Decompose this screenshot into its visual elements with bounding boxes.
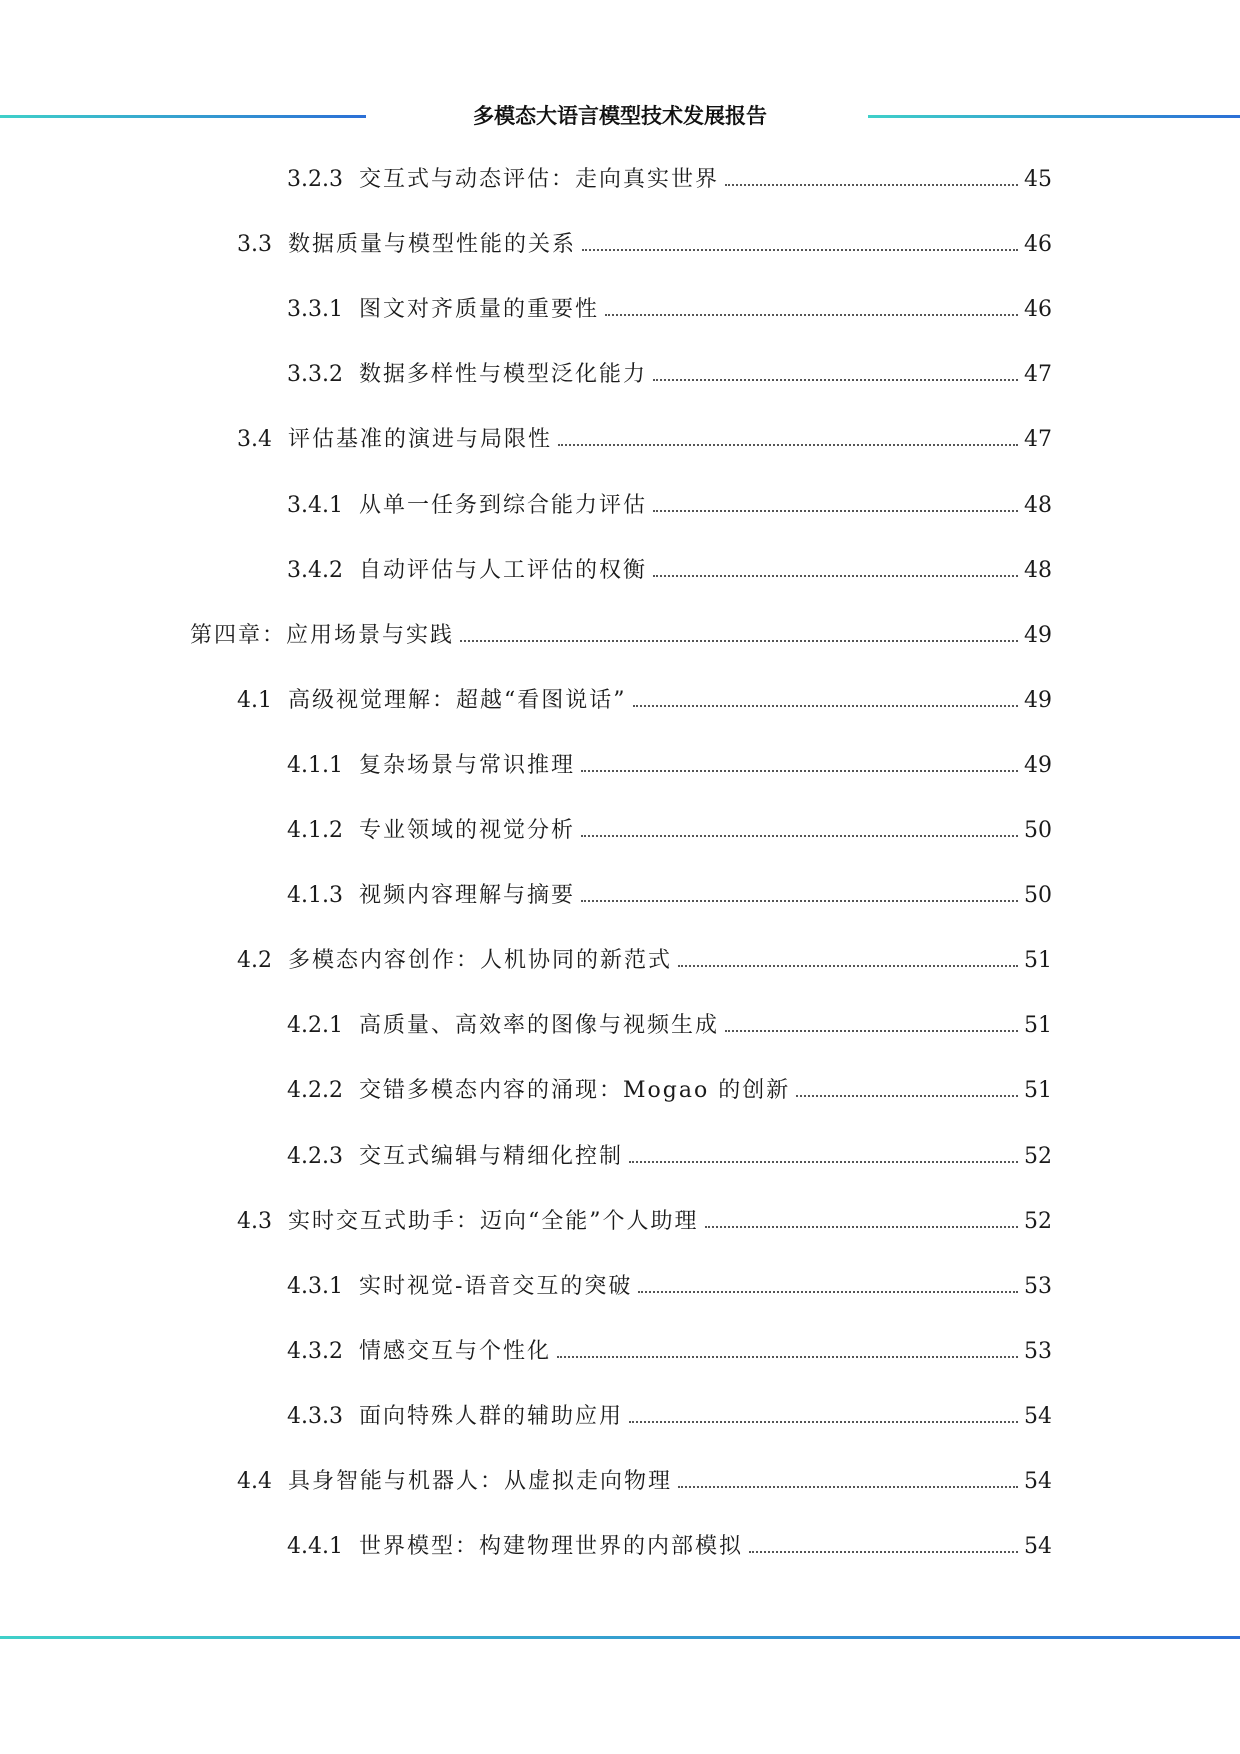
toc-entry-title: 实时交互式助手：迈向“全能”个人助理 bbox=[288, 1208, 699, 1234]
toc-entry-title: 高质量、高效率的图像与视频生成 bbox=[358, 1013, 719, 1039]
toc-dot-leader bbox=[629, 1161, 1018, 1163]
toc-entry-title: 交互式与动态评估：走向真实世界 bbox=[358, 167, 719, 192]
toc-entry-number: 4.1.2 bbox=[287, 818, 343, 843]
toc-entry-number: 4.2 bbox=[237, 948, 272, 974]
toc-dot-leader bbox=[653, 575, 1018, 577]
toc-entry-title: 从单一任务到综合能力评估 bbox=[358, 492, 647, 518]
footer-rule bbox=[0, 1636, 1240, 1639]
toc-entry-page-number: 49 bbox=[1024, 687, 1052, 713]
toc-entry-title: 交互式编辑与精细化控制 bbox=[358, 1143, 623, 1169]
toc-entry-title: 数据质量与模型性能的关系 bbox=[288, 232, 577, 258]
toc-entry-page-number: 53 bbox=[1024, 1338, 1052, 1364]
toc-entry-title: 数据多样性与模型泛化能力 bbox=[358, 362, 647, 388]
toc-entry-page-number: 50 bbox=[1024, 818, 1052, 843]
toc-dot-leader bbox=[629, 1421, 1018, 1423]
toc-entry[interactable] bbox=[237, 420, 1052, 460]
toc-dot-leader bbox=[581, 770, 1018, 772]
page-header-title: 多模态大语言模型技术发展报告 bbox=[473, 104, 767, 128]
toc-entry-number: 3.3 bbox=[237, 232, 272, 258]
toc-entry-number: 4.1.1 bbox=[287, 752, 343, 778]
toc-entry-number: 4.3.2 bbox=[287, 1338, 343, 1364]
toc-entry-number: 3.4 bbox=[237, 427, 272, 453]
toc-entry-page-number: 46 bbox=[1024, 297, 1052, 323]
toc-entry-page-number: 51 bbox=[1024, 1078, 1052, 1104]
toc-entry-page-number: 54 bbox=[1024, 1403, 1052, 1429]
toc-entry-number: 3.4.1 bbox=[287, 492, 343, 518]
toc-entry[interactable] bbox=[237, 1462, 1052, 1502]
toc-dot-leader bbox=[725, 184, 1018, 186]
toc-dot-leader bbox=[557, 1356, 1018, 1358]
toc-entry-number: 4.4 bbox=[237, 1469, 272, 1494]
toc-entry[interactable] bbox=[287, 355, 1052, 395]
toc-entry-title: 复杂场景与常识推理 bbox=[358, 752, 575, 778]
toc-entry-number: 4.3 bbox=[237, 1208, 272, 1234]
toc-dot-leader bbox=[581, 900, 1018, 902]
toc-entry-title: 交错多模态内容的涌现：Mogao 的创新 bbox=[358, 1078, 791, 1104]
toc-entry[interactable] bbox=[237, 941, 1052, 981]
toc-entry[interactable] bbox=[287, 1071, 1052, 1111]
toc-entry-number: 4.1 bbox=[237, 687, 272, 713]
toc-dot-leader bbox=[633, 705, 1019, 707]
toc-entry-title: 评估基准的演进与局限性 bbox=[288, 427, 553, 453]
toc-dot-leader bbox=[460, 640, 1018, 642]
toc-entry-number: 3.2.3 bbox=[287, 167, 343, 192]
toc-entry-title: 自动评估与人工评估的权衡 bbox=[358, 557, 647, 583]
toc-entry-page-number: 45 bbox=[1024, 167, 1052, 192]
toc-entry[interactable] bbox=[287, 551, 1052, 591]
toc-dot-leader bbox=[653, 510, 1018, 512]
toc-entry[interactable] bbox=[237, 1202, 1052, 1242]
toc-entry-number: 4.3.3 bbox=[287, 1403, 343, 1429]
toc-entry-number: 3.3.2 bbox=[287, 362, 343, 388]
toc-entry[interactable] bbox=[287, 290, 1052, 330]
toc-entry-number: 4.4.1 bbox=[287, 1534, 343, 1560]
toc-entry-number: 4.2.2 bbox=[287, 1078, 343, 1104]
toc-entry[interactable] bbox=[287, 811, 1052, 851]
toc-entry-number: 4.2.3 bbox=[287, 1143, 343, 1169]
toc-entry-number: 3.4.2 bbox=[287, 557, 343, 583]
toc-entry-page-number: 50 bbox=[1024, 883, 1052, 909]
toc-entry[interactable] bbox=[287, 1267, 1052, 1307]
toc-entry-title: 多模态内容创作：人机协同的新范式 bbox=[288, 948, 673, 974]
toc-entry-number: 4.2.1 bbox=[287, 1013, 343, 1039]
toc-dot-leader bbox=[582, 249, 1018, 251]
toc-entry-title: 专业领域的视觉分析 bbox=[358, 818, 575, 843]
toc-entry-title: 面向特殊人群的辅助应用 bbox=[358, 1403, 623, 1429]
toc-entry-page-number: 54 bbox=[1024, 1469, 1052, 1494]
toc-entry-title: 具身智能与机器人：从虚拟走向物理 bbox=[288, 1469, 673, 1494]
toc-entry-title: 图文对齐质量的重要性 bbox=[358, 297, 599, 323]
toc-dot-leader bbox=[638, 1291, 1018, 1293]
toc-dot-leader bbox=[796, 1095, 1018, 1097]
toc-entry-page-number: 53 bbox=[1024, 1273, 1052, 1299]
toc-dot-leader bbox=[749, 1551, 1018, 1553]
toc-entry[interactable] bbox=[287, 746, 1052, 786]
toc-entry-page-number: 46 bbox=[1024, 232, 1052, 258]
toc-entry[interactable] bbox=[287, 876, 1052, 916]
toc-entry[interactable] bbox=[287, 1332, 1052, 1372]
toc-entry[interactable] bbox=[287, 1397, 1052, 1437]
toc-entry[interactable] bbox=[287, 160, 1052, 200]
toc-entry[interactable] bbox=[287, 1527, 1052, 1567]
toc-entry-page-number: 47 bbox=[1024, 362, 1052, 388]
toc-entry-page-number: 48 bbox=[1024, 557, 1052, 583]
header-rule-right bbox=[868, 115, 1240, 118]
toc-entry[interactable] bbox=[190, 616, 1052, 656]
toc-entry-title: 实时视觉-语音交互的突破 bbox=[358, 1273, 633, 1299]
toc-entry[interactable] bbox=[287, 1006, 1052, 1046]
toc-entry[interactable] bbox=[287, 1137, 1052, 1177]
toc-entry-number: 3.3.1 bbox=[287, 297, 343, 323]
toc-entry-page-number: 49 bbox=[1024, 622, 1052, 648]
toc-entry-title: 高级视觉理解：超越“看图说话” bbox=[288, 687, 627, 713]
toc-dot-leader bbox=[678, 965, 1018, 967]
toc-dot-leader bbox=[558, 444, 1018, 446]
toc-dot-leader bbox=[605, 314, 1018, 316]
toc-dot-leader bbox=[705, 1226, 1019, 1228]
toc-entry-page-number: 51 bbox=[1024, 1013, 1052, 1039]
toc-entry-title: 情感交互与个性化 bbox=[358, 1338, 551, 1364]
toc-entry-page-number: 49 bbox=[1024, 752, 1052, 778]
toc-dot-leader bbox=[653, 379, 1018, 381]
toc-dot-leader bbox=[725, 1030, 1018, 1032]
toc-dot-leader bbox=[678, 1486, 1018, 1488]
toc-entry-page-number: 52 bbox=[1024, 1143, 1052, 1169]
toc-entry-title: 第四章：应用场景与实践 bbox=[190, 622, 455, 648]
toc-entry-title: 视频内容理解与摘要 bbox=[358, 883, 575, 909]
toc-entry-page-number: 48 bbox=[1024, 492, 1052, 518]
toc-entry[interactable] bbox=[237, 225, 1052, 265]
toc-entry[interactable] bbox=[237, 681, 1052, 721]
toc-entry-page-number: 51 bbox=[1024, 948, 1052, 974]
toc-entry-page-number: 47 bbox=[1024, 427, 1052, 453]
toc-entry-title: 世界模型：构建物理世界的内部模拟 bbox=[358, 1534, 743, 1560]
toc-entry-page-number: 52 bbox=[1024, 1208, 1052, 1234]
toc-entry-number: 4.3.1 bbox=[287, 1273, 343, 1299]
toc-entry[interactable] bbox=[287, 486, 1052, 526]
toc-entry-number: 4.1.3 bbox=[287, 883, 343, 909]
toc-entry-page-number: 54 bbox=[1024, 1534, 1052, 1560]
toc-dot-leader bbox=[581, 835, 1018, 837]
